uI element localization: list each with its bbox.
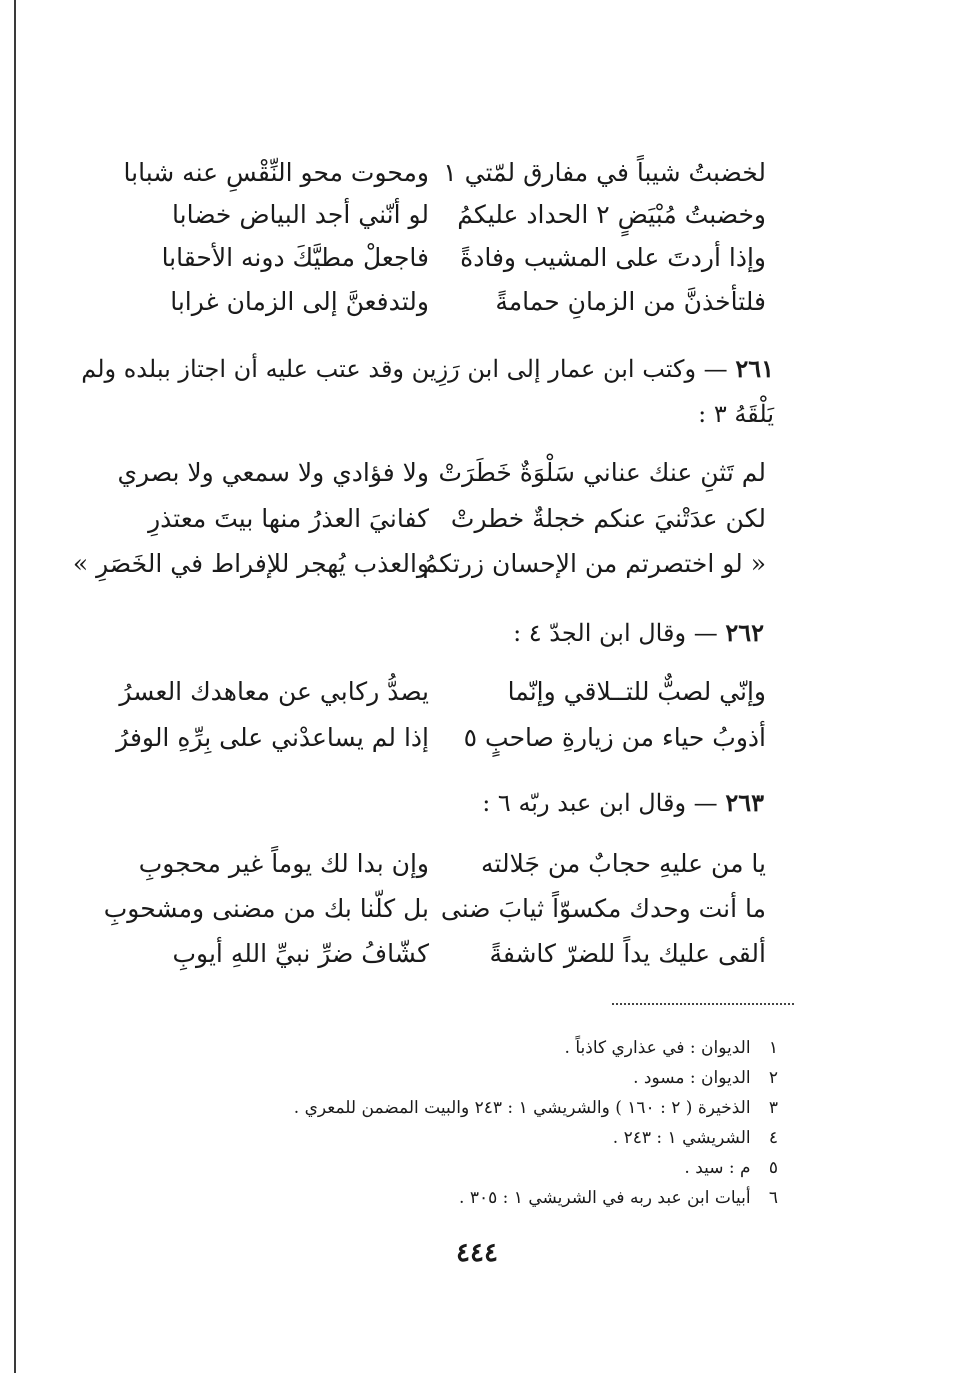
footnote-text: الذخيرة ( ٢ : ١٦٠ ) والشريشي ١ : ٢٤٣ والبيت المضمن للمعري .: [293, 1098, 751, 1118]
verse-2-1-hemistich-1: لم تَثنِ عنك عناني سَلْوَةٌ خَطَرَتْ: [438, 458, 766, 487]
binding-edge: [14, 0, 16, 1373]
verse-4-1-hemistich-1: يا من عليهِ حجابٌ من جَلالته: [481, 849, 766, 878]
verse-1-2-hemistich-1: وخضبتُ مُبْيَضٍ ٢ الحداد عليكمُ: [457, 200, 766, 229]
footnote-text: الشريشي ١ : ٢٤٣ .: [612, 1128, 751, 1148]
footnote-text: أبيات ابن عبد ربه في الشريشي ١ : ٣٠٥ .: [459, 1188, 751, 1208]
footnote-number: ٦: [768, 1188, 778, 1208]
verse-4-2-hemistich-1: ما أنت وحدك مكسوّاً ثيابَ ضنى: [440, 894, 766, 923]
footnote-5: [684, 1156, 778, 1180]
section-number: ٢٦٣: [725, 788, 764, 817]
verse-1-1-hemistich-2: ومحوت محو النِّقْسِ عنه شبابا: [123, 158, 429, 187]
verse-4-2-hemistich-2: بل كلّنا بك من مضنى ومشحوبِ: [103, 894, 429, 923]
footnote-text: الديوان : مسود .: [633, 1068, 751, 1088]
footnote-text: الديوان : في عذاري كاذباً .: [564, 1038, 751, 1058]
section-number: ٢٦٢: [725, 618, 764, 647]
verse-2-3-hemistich-2: والعذب يُهجر للإفراط في الخَصَرِ »: [72, 549, 429, 578]
verse-4-3-hemistich-2: كشّافُ ضرِّ نبيِّ اللهِ أيوبِ: [172, 939, 429, 968]
section-262-heading: [513, 616, 764, 650]
section-text: — وكتب ابن عمار إلى ابن رَزِين وقد عتب عليه أن اجتاز ببلده ولم: [81, 355, 728, 383]
section-261-continuation: يَلْقَهُ ٣ :: [698, 400, 774, 428]
section-261-heading: [81, 352, 774, 386]
verse-1-4-hemistich-2: ولتدفعنَّ إلى الزمان غرابا: [170, 287, 429, 316]
verse-4-1-hemistich-2: وإن بدا لك يوماً غير محجوبِ: [138, 849, 429, 878]
section-number: ٢٦١: [735, 354, 774, 383]
verse-3-2-hemistich-1: أذوبُ حياء من زيارةِ صاحبٍ ٥: [463, 723, 766, 752]
footnote-text: م : سيد .: [684, 1158, 751, 1178]
footnote-number: ٤: [768, 1128, 778, 1148]
footnote-4: [613, 1126, 778, 1150]
verse-4-3-hemistich-1: ألقى عليك يداً للضرّ كاشفةً: [489, 939, 766, 968]
section-text: — وقال ابن عبد ربّه ٦ :: [482, 789, 718, 817]
footnote-number: ٥: [768, 1158, 778, 1178]
footnote-separator: [612, 1003, 794, 1005]
verse-3-1-hemistich-1: وإنّي لصبٌّ للتــلاقي وإنّما: [507, 677, 766, 706]
section-text: — وقال ابن الجدّ ٤ :: [513, 619, 718, 647]
page-number: ٤٤٤: [456, 1238, 498, 1268]
section-263-heading: [482, 786, 764, 820]
footnote-number: ١: [768, 1038, 778, 1058]
verse-1-1-hemistich-1: لخضبتُ شيباً في مفارق لمّتي ١: [443, 158, 766, 187]
verse-2-2-hemistich-2: كفانيَ العذرُ منها بيتَ معتذرِ: [148, 504, 429, 533]
verse-1-3-hemistich-1: وإذا أردتَ على المشيب وفادةً: [460, 243, 766, 272]
verse-2-2-hemistich-1: لكن عدَتْنيَ عنكم خجلةٌ خطرتْ: [450, 504, 766, 533]
verse-1-4-hemistich-1: فلتأخذنَّ من الزمانِ حمامةً: [495, 287, 766, 316]
verse-1-2-hemistich-2: لو أنّني أجد البياض خضابا: [172, 200, 429, 229]
verse-3-1-hemistich-2: يصدُّ ركابي عن معاهدك العسرُ: [119, 677, 429, 706]
verse-2-3-hemistich-1: « لو اختصرتم من الإحسان زرتكمُ: [422, 549, 766, 578]
verse-3-2-hemistich-2: إذا لم يساعدْني على بِرِّهِ الوفرُ: [116, 723, 429, 752]
footnote-3: [294, 1096, 778, 1120]
footnote-number: ٢: [768, 1068, 778, 1088]
footnote-2: [633, 1066, 778, 1090]
footnote-1: [565, 1036, 778, 1060]
verse-2-1-hemistich-2: ولا فؤادي ولا سمعي ولا بصري: [117, 458, 429, 487]
footnote-number: ٣: [768, 1098, 778, 1118]
verse-1-3-hemistich-2: فاجعلْ مطيَّكَ دونه الأحقابا: [161, 243, 429, 272]
footnote-6: [459, 1186, 778, 1210]
